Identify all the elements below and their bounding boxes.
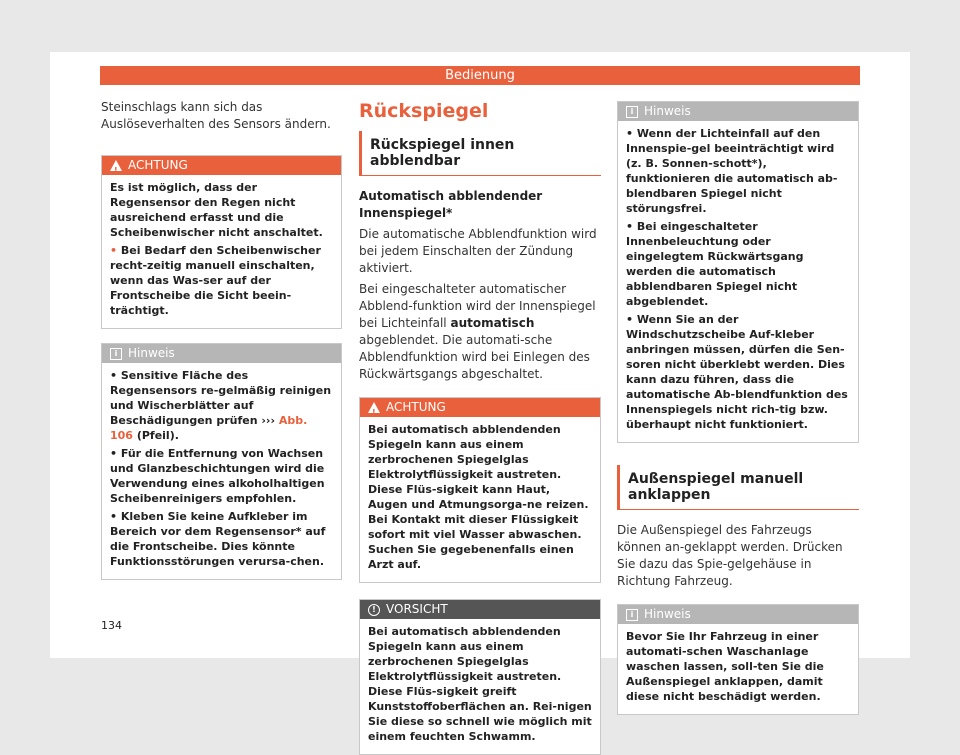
note-label: Hinweis xyxy=(644,607,691,621)
note-box-body xyxy=(102,363,341,579)
warning-box-header xyxy=(102,156,341,175)
section-subtitle: Außenspiegel manuell anklappen xyxy=(617,465,859,510)
note-box xyxy=(617,101,859,443)
note-label: Hinweis xyxy=(128,346,175,360)
note-item: • Wenn Sie an der Windschutzscheibe Auf-kleber anbringen müssen, dürfen die Sen-soren nicht überklebt werden. Dies kann dazu führen, dass die automatische Ab-blendfunktion des Innenspiegels nicht rich-tig bzw. überhaupt nicht funktioniert. xyxy=(626,313,848,431)
paragraph: Die Außenspiegel des Fahrzeugs können an-geklappt werden. Drücken Sie dazu das Spie-gelgehäuse in Richtung Fahrzeug. xyxy=(617,523,843,588)
caution-box xyxy=(359,599,601,755)
note-box xyxy=(101,343,342,580)
warning-text: Es ist möglich, dass der Regensensor den Regen nicht ausreichend erfasst und die Scheibenwischer nicht anschaltet. xyxy=(110,181,323,239)
section-subtitle: Rückspiegel innen abblendbar xyxy=(359,131,601,176)
note-item: • Wenn der Lichteinfall auf den Innenspie-gel beeinträchtigt wird (z. B. Sonnen-schott*), funktionieren die automatisch ab-blendbaren Spiegel nicht störungsfrei. xyxy=(626,127,838,215)
warning-box xyxy=(101,155,342,329)
note-box-body xyxy=(618,121,858,442)
warning-bullet-item xyxy=(110,243,333,318)
note-item: • Sensitive Fläche des Regensensors re-gelmäßig reinigen und Wischerblätter auf Beschädigungen prüfen ››› Abb. 106 (Pfeil). xyxy=(110,369,332,442)
column-right xyxy=(617,101,859,715)
paragraph: Die automatische Abblendfunktion wird bei jedem Einschalten der Zündung aktiviert. xyxy=(359,227,597,275)
warning-label: ACHTUNG xyxy=(128,158,188,172)
column-left xyxy=(101,99,342,580)
caution-box-body xyxy=(360,619,600,754)
note-box-header xyxy=(618,605,858,624)
warning-box-body xyxy=(102,175,341,328)
bullet-icon: • xyxy=(110,244,118,257)
page-number: 134 xyxy=(101,619,122,632)
note-box xyxy=(617,604,859,715)
note-box-header xyxy=(102,344,341,363)
warning-triangle-icon xyxy=(368,402,380,413)
page-header: Bedienung xyxy=(100,66,860,85)
caution-label: VORSICHT xyxy=(386,602,448,616)
caution-box-header xyxy=(360,600,600,619)
note-item: • Kleben Sie keine Aufkleber im Bereich vor dem Regensensor* auf die Frontscheibe. Dies könnte Funktionsstörungen verursa-chen. xyxy=(110,510,326,568)
column-middle xyxy=(359,99,601,755)
info-icon: i xyxy=(626,106,638,118)
warning-box xyxy=(359,397,601,583)
caution-text: Bei automatisch abblendenden Spiegeln kann aus einem zerbrochenen Spiegelglas Elektrolytflüssigkeit austreten. Diese Flüs-sigkeit greift Kunststoffoberflächen an. Rei-nigen Sie diese so schnell wie möglich mit einem feuchten Schwamm. xyxy=(368,625,592,743)
note-label: Hinweis xyxy=(644,104,691,118)
note-text: Bevor Sie Ihr Fahrzeug in einer automati-schen Waschanlage waschen lassen, soll-ten Sie die Außenspiegel anklappen, damit diese nicht beschädigt werden. xyxy=(626,630,824,703)
warning-text: Bei automatisch abblendenden Spiegeln kann aus einem zerbrochenen Spiegelglas Elektrolytflüssigkeit austreten. Diese Flüs-sigkeit kann Haut, Augen und Atmungsorga-ne reizen. Bei Kontakt mit dieser Flüssigkeit sofort mit viel Wasser abwaschen. Suchen Sie gegebenenfalls einen Arzt auf. xyxy=(368,423,589,571)
warning-box-body xyxy=(360,417,600,582)
note-box-header xyxy=(618,102,858,121)
warning-label: ACHTUNG xyxy=(386,400,446,414)
note-item: • Für die Entfernung von Wachsen und Glanzbeschichtungen wird die Verwendung eines alkoholhaltigen Scheibenreinigers empfohlen. xyxy=(110,447,325,505)
warning-bullet-text: Bei Bedarf den Scheibenwischer recht-zeitig manuell einschalten, wenn das Was-ser auf der Frontscheibe die Sicht beein-trächtigt. xyxy=(110,244,321,317)
note-item: • Bei eingeschalteter Innenbeleuchtung oder eingelegtem Rückwärtsgang werden die automatisch abblendbaren Spiegel nicht abgeblendet. xyxy=(626,220,804,308)
warning-triangle-icon xyxy=(110,160,122,171)
subsection-heading: Automatisch abblendender Innenspiegel* xyxy=(359,189,543,220)
warning-box-header xyxy=(360,398,600,417)
intro-text: Steinschlags kann sich das Auslöseverhalten des Sensors ändern. xyxy=(101,100,331,131)
section-title: Rückspiegel xyxy=(359,100,489,122)
figure-link[interactable]: Abb. 106 xyxy=(110,414,308,442)
info-icon: i xyxy=(626,609,638,621)
paragraph: Bei eingeschalteter automatischer Abblend-funktion wird der Innenspiegel bei Lichteinfall automatisch abgeblendet. Die automati-sche Abblendfunktion wird bei Einlegen des Rückwärtsgangs abgeschaltet. xyxy=(359,282,596,381)
info-icon: i xyxy=(110,348,122,360)
caution-circle-icon: ! xyxy=(368,604,380,616)
note-box-body xyxy=(618,624,858,714)
